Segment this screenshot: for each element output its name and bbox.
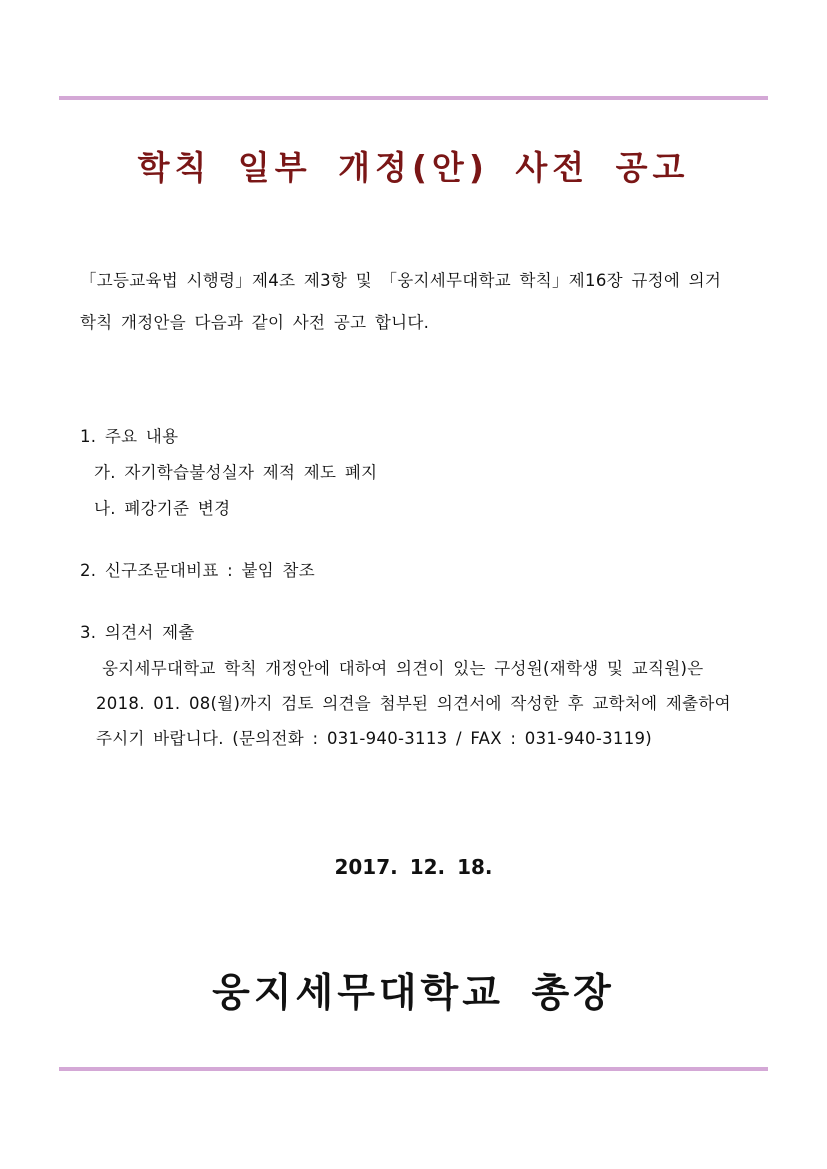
section-3-line-3: 주시기 바랍니다. (문의전화 : 031-940-3113 / FAX : 031-940-3119) bbox=[96, 729, 653, 748]
section-1-item-a: 가. 자기학습불성실자 제적 제도 폐지 bbox=[94, 463, 378, 482]
bottom-divider bbox=[59, 1067, 768, 1071]
intro-line-1: 「고등교육법 시행령」제4조 제3항 및 「웅지세무대학교 학칙」제16장 규정에 의거 bbox=[80, 271, 722, 290]
section-3-heading: 3. 의견서 제출 bbox=[80, 623, 195, 642]
section-1-heading: 1. 주요 내용 bbox=[80, 427, 179, 446]
intro-line-2: 학칙 개정안을 다음과 같이 사전 공고 합니다. bbox=[80, 313, 430, 332]
section-1-item-b: 나. 폐강기준 변경 bbox=[94, 499, 231, 518]
signature-issuer: 웅지세무대학교 총장 bbox=[212, 971, 615, 1016]
section-2-heading: 2. 신구조문대비표 : 붙임 참조 bbox=[80, 561, 316, 580]
section-3-line-1: 웅지세무대학교 학칙 개정안에 대하여 의견이 있는 구성원(재학생 및 교직원)은 bbox=[102, 659, 704, 678]
notice-date: 2017. 12. 18. bbox=[334, 855, 493, 879]
top-divider bbox=[59, 96, 768, 100]
section-3-line-2: 2018. 01. 08(월)까지 검토 의견을 첨부된 의견서에 작성한 후 교학처에 제출하여 bbox=[96, 694, 731, 713]
notice-title: 학칙 일부 개정(안) 사전 공고 bbox=[137, 148, 690, 187]
